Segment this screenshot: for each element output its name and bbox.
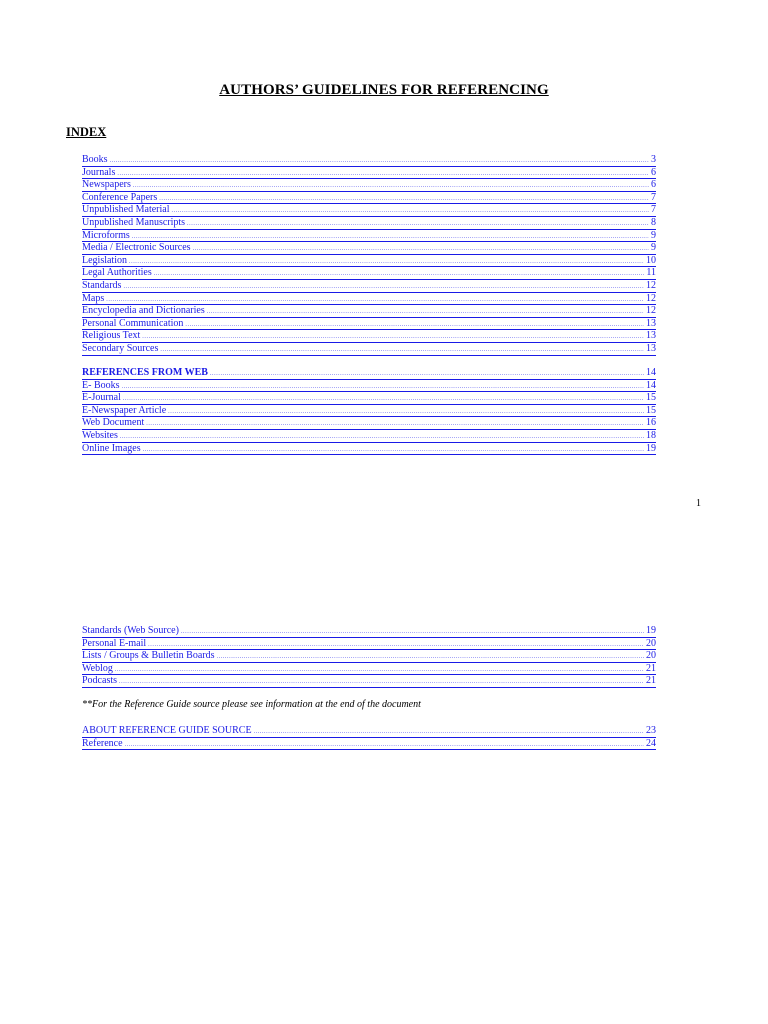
toc-entry[interactable] [82,204,656,217]
toc-dot-leader [142,332,644,342]
toc-dot-leader [146,419,644,429]
toc-entry-label: Personal E-mail [82,637,147,649]
toc-entry-label: E-Journal [82,392,121,404]
toc-entry[interactable] [82,738,656,751]
toc-entry-page: 15 [646,404,656,416]
toc-entry-page: 19 [646,625,656,636]
index-heading: INDEX [66,125,107,139]
toc-entry-page: 6 [651,166,656,178]
document-title: AUTHORS’ GUIDELINES FOR REFERENCING [219,82,549,98]
toc-dot-leader [254,727,644,737]
toc-dot-leader [117,169,649,179]
toc-entry-label: Standards (Web Source) [82,625,179,636]
toc-entry-page: 20 [646,650,656,662]
toc-entry-page: 20 [646,637,656,649]
toc-entry-page: 13 [646,330,656,342]
toc-dot-leader [106,295,644,305]
toc-entry-page: 18 [646,429,656,441]
toc-entry-label: Lists / Groups & Bulletin Boards [82,650,215,662]
reference-guide-note: **For the Reference Guide source please see information at the end of the document [82,699,421,710]
toc-entry[interactable] [82,380,656,393]
toc-entry-label: Secondary Sources [82,342,159,354]
toc-entry-label: Reference [82,737,123,749]
toc-entry[interactable] [82,650,656,663]
toc-entry[interactable] [82,179,656,192]
toc-entry-label: E-Newspaper Article [82,404,167,416]
toc-entry-page: 8 [651,216,656,228]
toc-entry-label: Legislation [82,254,127,266]
toc-dot-leader [154,269,645,279]
toc-dot-leader [110,156,649,166]
toc-dot-leader [159,194,649,204]
toc-entry-page: 9 [651,229,656,241]
toc-entry-page: 7 [651,204,656,216]
toc-entry[interactable] [82,625,656,638]
toc-dot-leader [123,394,644,404]
toc-entry[interactable] [82,217,656,230]
toc-dot-leader [207,307,644,317]
toc-dot-leader [217,652,645,662]
toc-entry-label: ABOUT REFERENCE GUIDE SOURCE [82,725,252,736]
toc-entry[interactable] [82,330,656,343]
toc-entry-page: 23 [646,725,656,736]
toc-entry-page: 24 [646,737,656,749]
toc-entry-label: REFERENCES FROM WEB [82,367,208,378]
toc-dot-leader [129,257,644,267]
toc-entry-label: Legal Authorities [82,267,152,279]
toc-entry-page: 7 [651,191,656,203]
toc-entry[interactable] [82,267,656,280]
toc-entry-label: Podcasts [82,675,117,687]
toc-entry-page: 10 [646,254,656,266]
toc-entry-label: Standards [82,279,122,291]
toc-entry-page: 12 [646,292,656,304]
toc-dot-leader [133,181,649,191]
toc-entry[interactable] [82,638,656,651]
toc-entry[interactable] [82,725,656,738]
toc-entry-page: 15 [646,392,656,404]
page-number: 1 [696,498,701,509]
toc-about-section [82,725,656,750]
toc-entry-page: 13 [646,342,656,354]
toc-entry[interactable] [82,392,656,405]
toc-entry-label: Unpublished Material [82,204,170,216]
toc-entry-label: Microforms [82,229,130,241]
toc-entry-page: 21 [646,675,656,687]
toc-dot-leader [193,244,649,254]
toc-entry-label: Religious Text [82,330,141,342]
toc-entry[interactable] [82,255,656,268]
toc-entry[interactable] [82,154,656,167]
toc-entry[interactable] [82,405,656,418]
toc-web-sources-continued [82,625,656,688]
toc-entry-label: Unpublished Manuscripts [82,216,186,228]
toc-dot-leader [132,232,649,242]
toc-dot-leader [171,206,649,216]
toc-entry-page: 16 [646,417,656,429]
toc-entry-label: Conference Papers [82,191,158,203]
toc-web-sources [82,367,656,455]
toc-entry[interactable] [82,343,656,356]
toc-entry-label: Personal Communication [82,317,184,329]
toc-entry[interactable] [82,675,656,688]
toc-entry[interactable] [82,430,656,443]
toc-dot-leader [187,219,649,229]
toc-entry[interactable] [82,192,656,205]
toc-entry-label: Encyclopedia and Dictionaries [82,305,205,317]
toc-entry-page: 19 [646,442,656,454]
toc-entry-label: Web Document [82,417,145,429]
toc-entry[interactable] [82,367,656,380]
toc-dot-leader [181,627,644,637]
toc-entry-page: 12 [646,305,656,317]
toc-entry-label: Books [82,154,108,165]
toc-entry-label: Websites [82,429,118,441]
toc-dot-leader [125,740,644,750]
toc-dot-leader [120,432,644,442]
toc-entry-page: 14 [646,367,656,378]
toc-entry[interactable] [82,417,656,430]
toc-entry-label: Weblog [82,662,113,674]
toc-entry-label: Newspapers [82,179,131,191]
toc-entry[interactable] [82,280,656,293]
toc-entry-page: 3 [651,154,656,165]
toc-dot-leader [160,345,644,355]
toc-entry-page: 14 [646,379,656,391]
toc-entry-page: 13 [646,317,656,329]
toc-dot-leader [185,320,644,330]
toc-dot-leader [210,369,644,379]
toc-dot-leader [115,665,644,675]
toc-entry[interactable] [82,242,656,255]
toc-entry[interactable] [82,305,656,318]
toc-entry-label: Media / Electronic Sources [82,242,191,254]
toc-entry[interactable] [82,443,656,456]
toc-dot-leader [119,677,644,687]
toc-dot-leader [168,407,644,417]
toc-entry-page: 21 [646,662,656,674]
toc-entry-label: Maps [82,292,105,304]
toc-print-sources [82,154,656,356]
toc-entry-label: E- Books [82,379,120,391]
toc-dot-leader [123,282,644,292]
toc-entry-page: 6 [651,179,656,191]
toc-entry[interactable] [82,663,656,676]
toc-entry[interactable] [82,230,656,243]
toc-entry[interactable] [82,318,656,331]
toc-entry-page: 11 [646,267,656,279]
toc-entry[interactable] [82,167,656,180]
toc-entry-label: Journals [82,166,116,178]
toc-entry-page: 12 [646,279,656,291]
toc-entry-page: 9 [651,242,656,254]
toc-dot-leader [143,445,644,455]
toc-dot-leader [148,640,644,650]
toc-entry-label: Online Images [82,442,141,454]
toc-dot-leader [122,382,645,392]
toc-entry[interactable] [82,293,656,306]
